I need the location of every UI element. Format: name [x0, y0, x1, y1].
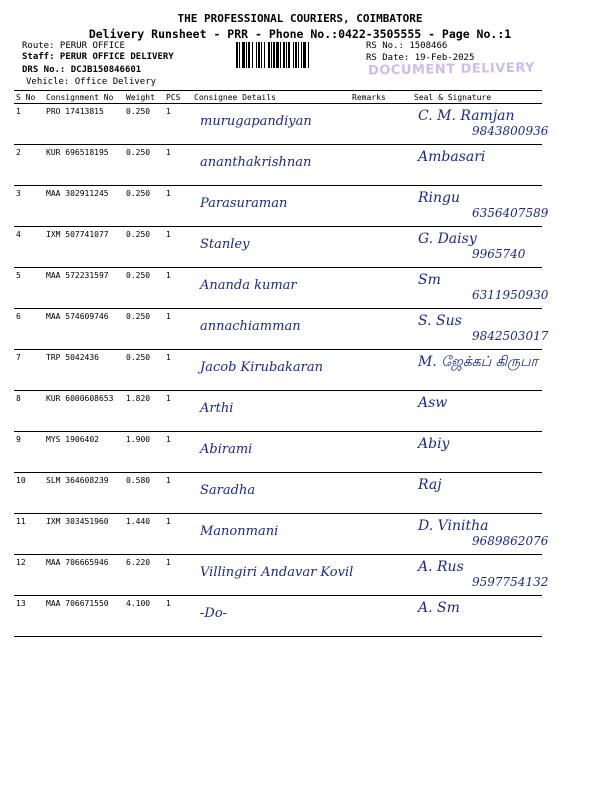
consignee-handwriting: Arthi — [200, 401, 234, 416]
signature-phone: 6311950930 — [472, 288, 549, 302]
cell-consignment: MAA 574609746 — [44, 309, 124, 350]
cell-pcs: 1 — [164, 268, 192, 309]
table-row — [14, 555, 542, 596]
signature: Abiy — [418, 436, 450, 452]
cell-remarks — [350, 309, 412, 350]
cell-consignee — [192, 555, 354, 596]
cell-sno: 11 — [14, 514, 44, 555]
cell-consignment: KUR 696518195 — [44, 145, 124, 186]
cell-sno: 7 — [14, 350, 44, 391]
cell-sno: 3 — [14, 186, 44, 227]
signature: Raj — [418, 477, 442, 493]
header-consignee: Consignee Details — [192, 91, 350, 104]
cell-consignee — [192, 186, 350, 227]
cell-consignee — [192, 104, 350, 145]
signature-phone: 9689862076 — [472, 534, 549, 548]
cell-pcs: 1 — [164, 596, 192, 637]
cell-sno: 13 — [14, 596, 44, 637]
cell-pcs: 1 — [164, 186, 192, 227]
cell-signature — [412, 555, 549, 596]
cell-weight: 1.440 — [124, 514, 164, 555]
table-row — [14, 227, 542, 268]
signature: Ambasari — [418, 149, 486, 165]
rs-date-text: RS Date: 19-Feb-2025 — [366, 53, 475, 63]
signature: Asw — [418, 395, 448, 411]
signature-phone: 9843800936 — [472, 124, 549, 138]
cell-pcs: 1 — [164, 432, 192, 473]
table-row — [14, 186, 542, 227]
cell-remarks — [350, 514, 412, 555]
table-row — [14, 350, 542, 391]
cell-weight: 0.580 — [124, 473, 164, 514]
table-row — [14, 596, 542, 637]
cell-remarks — [350, 596, 412, 637]
consignee-handwriting: ananthakrishnan — [200, 155, 312, 170]
cell-weight: 0.250 — [124, 227, 164, 268]
cell-consignment: KUR 6000608653 — [44, 391, 124, 432]
cell-sno: 12 — [14, 555, 44, 596]
cell-signature — [412, 432, 542, 473]
cell-pcs: 1 — [164, 514, 192, 555]
cell-signature — [412, 309, 549, 350]
cell-consignment: MAA 302911245 — [44, 186, 124, 227]
header-signature: Seal & Signature — [412, 91, 542, 104]
cell-sno: 1 — [14, 104, 44, 145]
cell-pcs: 1 — [164, 391, 192, 432]
consignee-handwriting: Saradha — [200, 483, 256, 498]
cell-signature — [412, 227, 542, 268]
cell-consignment: MYS 1906402 — [44, 432, 124, 473]
cell-sno: 8 — [14, 391, 44, 432]
signature-phone: 9597754132 — [472, 575, 549, 589]
signature-phone: 6356407589 — [472, 206, 549, 220]
table-row — [14, 473, 542, 514]
cell-weight: 0.250 — [124, 186, 164, 227]
rs-no-text: RS No.: 1508466 — [366, 41, 448, 51]
table-row — [14, 104, 542, 145]
signature-phone: 9842503017 — [472, 329, 549, 343]
cell-signature — [412, 104, 549, 145]
cell-remarks — [350, 350, 412, 391]
cell-pcs: 1 — [164, 104, 192, 145]
header-consignment: Consignment No — [44, 91, 124, 104]
cell-signature — [412, 350, 542, 391]
signature: G. Daisy — [418, 231, 477, 247]
signature: A. Sm — [418, 600, 460, 616]
cell-weight: 0.250 — [124, 309, 164, 350]
delivery-stamp: DOCUMENT DELIVERY — [367, 60, 536, 79]
cell-consignment: PRO 17413815 — [44, 104, 124, 145]
cell-consignee — [192, 268, 350, 309]
cell-sno: 4 — [14, 227, 44, 268]
consignee-handwriting: Jacob Kirubakaran — [200, 360, 324, 375]
header-remarks: Remarks — [350, 91, 412, 104]
cell-remarks — [350, 268, 412, 309]
consignee-handwriting: Villingiri Andavar Kovil — [200, 565, 354, 580]
cell-weight: 1.900 — [124, 432, 164, 473]
cell-consignee — [192, 596, 350, 637]
consignee-handwriting: Manonmani — [200, 524, 279, 539]
signature: S. Sus — [418, 313, 462, 329]
signature: M. ஜேக்கப் கிருபா — [418, 354, 538, 370]
table-row — [14, 514, 542, 555]
cell-remarks — [350, 432, 412, 473]
cell-sno: 5 — [14, 268, 44, 309]
staff-text: Staff: PERUR OFFICE DELIVERY — [22, 52, 174, 62]
cell-signature — [412, 145, 542, 186]
cell-weight: 0.250 — [124, 350, 164, 391]
consignee-handwriting: annachiamman — [200, 319, 301, 334]
cell-remarks — [350, 104, 412, 145]
signature: A. Rus — [418, 559, 464, 575]
cell-pcs: 1 — [164, 473, 192, 514]
cell-consignment: MAA 706665946 — [44, 555, 124, 596]
cell-remarks — [350, 186, 412, 227]
cell-remarks — [350, 145, 412, 186]
consignee-handwriting: Stanley — [200, 237, 250, 252]
cell-consignment: MAA 706671550 — [44, 596, 124, 637]
table-row — [14, 309, 542, 350]
cell-consignee — [192, 145, 350, 186]
table-header-row — [14, 91, 542, 104]
cell-consignee — [192, 514, 350, 555]
route-text: Route: PERUR OFFICE — [22, 41, 125, 51]
cell-pcs: 1 — [164, 227, 192, 268]
consignee-handwriting: Ananda kumar — [200, 278, 297, 293]
cell-signature — [412, 596, 542, 637]
vehicle-text: Vehicle: Office Delivery — [26, 77, 157, 87]
cell-consignment: SLM 364608239 — [44, 473, 124, 514]
cell-signature — [412, 514, 549, 555]
table-row — [14, 432, 542, 473]
table-row — [14, 391, 542, 432]
cell-consignee — [192, 309, 350, 350]
header-sno: S No — [14, 91, 44, 104]
table-row — [14, 145, 542, 186]
cell-signature — [412, 268, 549, 309]
cell-weight: 0.250 — [124, 268, 164, 309]
drs-text: DRS No.: DCJB150846601 — [22, 65, 142, 75]
cell-consignment: TRP 5042436 — [44, 350, 124, 391]
cell-pcs: 1 — [164, 145, 192, 186]
cell-weight: 0.250 — [124, 145, 164, 186]
header-pcs: PCS — [164, 91, 192, 104]
cell-consignee — [192, 432, 350, 473]
cell-sno: 9 — [14, 432, 44, 473]
consignee-handwriting: Parasuraman — [200, 196, 288, 211]
cell-consignee — [192, 391, 350, 432]
barcode — [236, 42, 360, 68]
cell-sno: 10 — [14, 473, 44, 514]
runsheet-title: Delivery Runsheet - PRR - Phone No.:0422-3505555 - Page No.:1 — [88, 27, 512, 41]
header-weight: Weight — [124, 91, 164, 104]
cell-remarks — [350, 555, 412, 596]
cell-weight: 6.220 — [124, 555, 164, 596]
consignee-handwriting: murugapandiyan — [200, 114, 312, 129]
cell-remarks — [350, 473, 412, 514]
cell-sno: 6 — [14, 309, 44, 350]
cell-consignment: IXM 303451960 — [44, 514, 124, 555]
signature: Ringu — [418, 190, 461, 206]
cell-consignee — [192, 473, 350, 514]
cell-remarks — [350, 227, 412, 268]
cell-weight: 4.100 — [124, 596, 164, 637]
cell-consignment: MAA 572231597 — [44, 268, 124, 309]
consignee-handwriting: Abirami — [200, 442, 253, 457]
consignee-handwriting: -Do- — [200, 606, 228, 621]
cell-pcs: 1 — [164, 350, 192, 391]
signature-phone: 9965740 — [472, 247, 526, 261]
cell-sno: 2 — [14, 145, 44, 186]
cell-consignee — [192, 227, 350, 268]
signature: Sm — [418, 272, 441, 288]
cell-remarks — [350, 391, 412, 432]
cell-weight: 0.250 — [124, 104, 164, 145]
signature: C. M. Ramjan — [418, 108, 515, 124]
company-title: THE PROFESSIONAL COURIERS, COIMBATORE — [177, 12, 423, 25]
cell-signature — [412, 473, 542, 514]
cell-signature — [412, 391, 542, 432]
runsheet-table — [14, 90, 549, 637]
cell-weight: 1.820 — [124, 391, 164, 432]
cell-pcs: 1 — [164, 309, 192, 350]
cell-consignment: IXM 507741077 — [44, 227, 124, 268]
cell-signature — [412, 186, 549, 227]
signature: D. Vinitha — [418, 518, 489, 534]
cell-consignee — [192, 350, 350, 391]
table-row — [14, 268, 542, 309]
cell-pcs: 1 — [164, 555, 192, 596]
